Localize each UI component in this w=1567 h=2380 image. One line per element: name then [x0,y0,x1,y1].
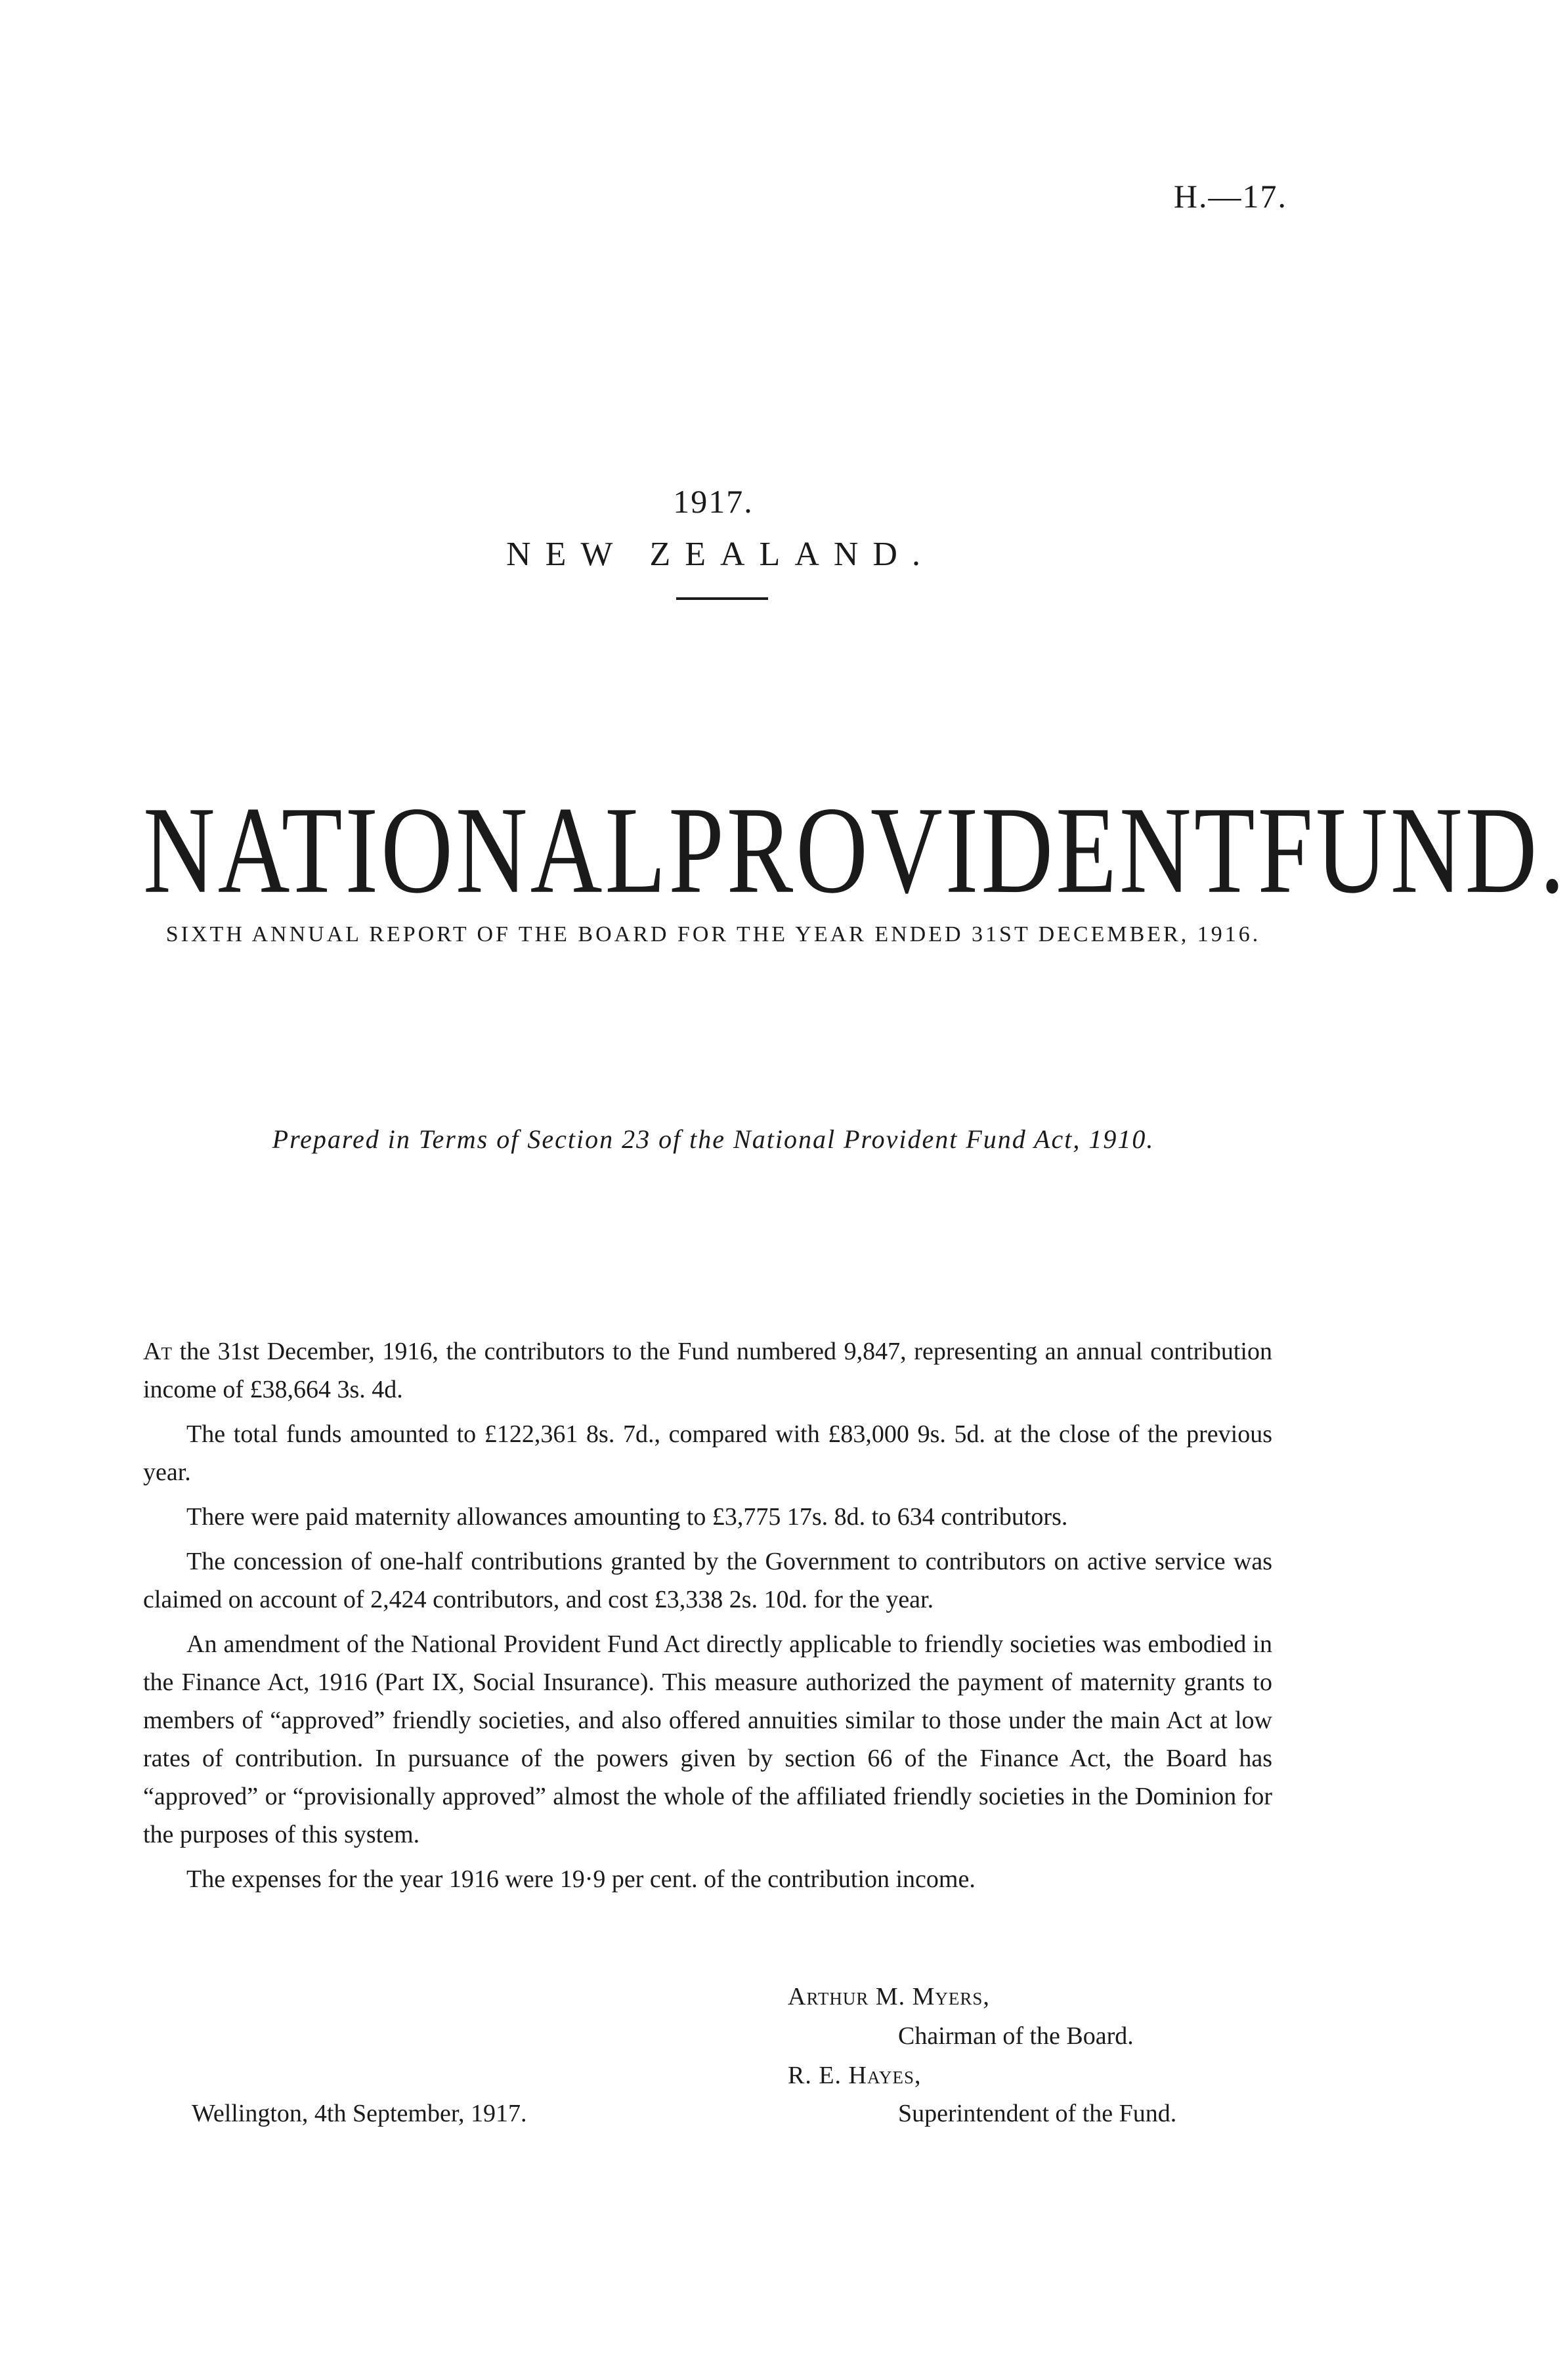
main-title-word-1: NATIONAL [143,781,669,919]
signatory-chairman-title: Chairman of the Board. [898,2022,1134,2050]
main-title-word-2: PROVIDENT [668,781,1258,919]
paragraph-contributors [143,1332,1272,1409]
main-title-word-3: FUND. [1257,781,1567,919]
report-body [143,1332,1272,1905]
main-title [143,781,1567,919]
paragraph-total-funds: The total funds amounted to £122,361 8s. 7d., compared with £83,000 9s. 5d. at the close of the previous year. [143,1420,1272,1486]
signatory-chairman-name: Arthur M. Myers, [788,1983,990,2010]
country-heading: NEW ZEALAND. [506,536,935,573]
place-and-date: Wellington, 4th September, 1917. [192,2100,527,2127]
paragraph-lead-word: At [143,1338,172,1365]
prepared-statement: Prepared in Terms of Section 23 of the National Provident Fund Act, 1910. [272,1124,1155,1154]
paragraph-expenses: The expenses for the year 1916 were 19·9 per cent. of the contribution income. [186,1865,976,1893]
report-year: 1917. [673,483,754,520]
signatory-superintendent-name: R. E. Hayes, [788,2062,922,2089]
signatory-superintendent-title: Superintendent of the Fund. [898,2100,1177,2127]
paragraph-contributors-text: the 31st December, 1916, the contributors to the Fund numbered 9,847, representing an annual contribution income of £38,664 3s. 4d. [143,1338,1272,1403]
document-reference: H.—17. [1173,178,1287,215]
paragraph-maternity: There were paid maternity allowances amounting to £3,775 17s. 8d. to 634 contributors. [186,1503,1068,1531]
title-divider [676,597,768,600]
paragraph-amendment: An amendment of the National Provident Fund Act directly applicable to friendly societies was embodied in the Finance Act, 1916 (Part IX, Social Insurance). This measure authorized the payment of maternity grants to members of “approved” friendly societies, and also offered annuities similar to those under the main Act at low rates of contribution. In pursuance of the powers given by section 66 of the Finance Act, the Board has “approved” or “provisionally approved” almost the whole of the affiliated friendly societies in the Dominion for the purposes of this system. [143,1630,1272,1848]
paragraph-concession: The concession of one-half contributions granted by the Government to contributors on active service was claimed on account of 2,424 contributors, and cost £3,338 2s. 10d. for the year. [143,1548,1272,1613]
report-subtitle: SIXTH ANNUAL REPORT OF THE BOARD FOR THE YEAR ENDED 31ST DECEMBER, 1916. [165,922,1261,946]
